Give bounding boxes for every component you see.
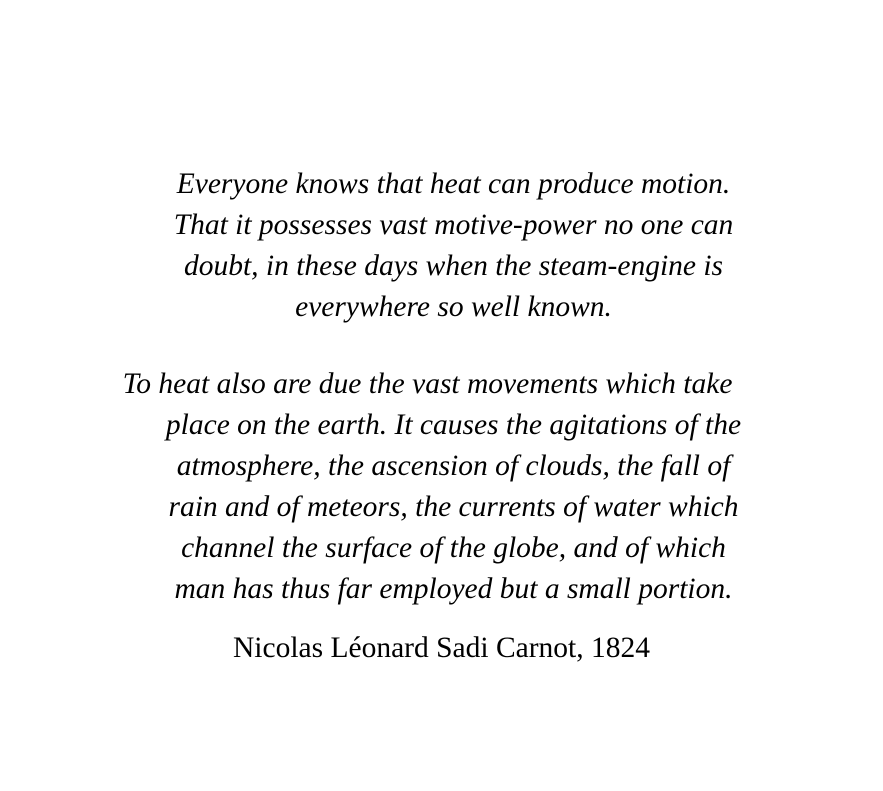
quote-line: everywhere so well known. xyxy=(295,291,612,323)
quote-line: place on the earth. It causes the agitations of the xyxy=(165,409,742,441)
quote-paragraph-2 xyxy=(0,364,883,610)
quote-line: man has thus far employed but a small portion. xyxy=(174,573,733,605)
quote-line: doubt, in these days when the steam-engine is xyxy=(183,250,724,282)
quote-line: Everyone knows that heat can produce motion. xyxy=(176,168,731,200)
quote-attribution: Nicolas Léonard Sadi Carnot, 1824 xyxy=(232,632,650,664)
quote-line: rain and of meteors, the currents of water which xyxy=(168,491,739,523)
quote-line: To heat also are due the vast movements which take xyxy=(122,368,733,400)
quote-line: channel the surface of the globe, and of which xyxy=(181,532,726,564)
quote-line: That it possesses vast motive-power no one can xyxy=(173,209,734,241)
quote-paragraph-1 xyxy=(12,164,883,328)
quote-line: atmosphere, the ascension of clouds, the fall of xyxy=(176,450,731,482)
